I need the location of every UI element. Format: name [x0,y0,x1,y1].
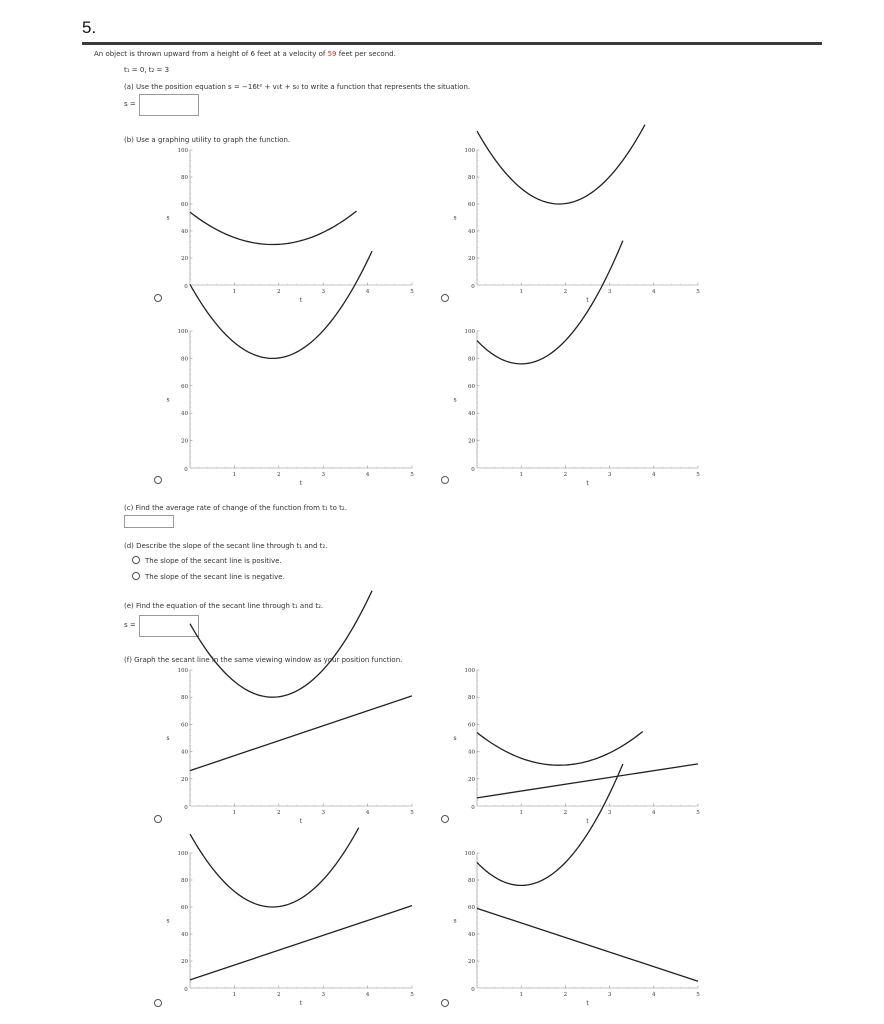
y-tick-label: 100 [464,148,475,154]
part-e-answer-input[interactable] [139,615,199,637]
x-tick-label: 4 [652,472,656,478]
x-tick-label: 3 [607,472,612,478]
y-tick-label: 100 [177,148,188,154]
y-tick-label: 40 [468,749,475,756]
part-f-graph-2 [447,662,708,840]
y-tick-label: 60 [181,905,188,911]
x-tick-label: 1 [519,992,523,998]
part-a-text: (a) Use the position equation s = −16t² + v₀t + s₀ to write a function that represents the situation. [124,83,471,91]
y-tick-label: 80 [468,175,475,181]
y-axis-label: s [166,214,170,222]
x-tick-label: 1 [232,992,237,998]
y-tick-label: 20 [468,438,475,445]
secant-line [190,906,412,980]
y-tick-label: 100 [464,668,475,674]
y-tick-label: 60 [468,905,475,911]
x-tick-label: 4 [652,992,656,998]
problem-prefix: An object is thrown upward from a height of 6 feet at a velocity of [94,50,328,58]
part-d-option-positive-label: The slope of the secant line is positive. [145,557,282,565]
y-tick-label: 20 [181,959,188,965]
problem-suffix: feet per second. [336,50,396,58]
x-tick-label: 0 [184,284,188,290]
x-axis-label: t [586,818,589,825]
x-tick-label: 0 [471,987,475,993]
secant-line [477,908,698,981]
x-tick-label: 4 [652,810,656,816]
x-tick-label: 1 [232,472,237,478]
part-d-option-negative-radio[interactable] [132,572,140,580]
x-tick-label: 0 [184,805,188,811]
y-axis-label: s [453,735,457,742]
part-d-option-negative-label: The slope of the secant line is negative. [145,573,285,581]
x-tick-label: 5 [410,472,414,478]
header-rule [82,42,822,45]
x-tick-label: 3 [321,810,325,816]
secant-line [477,764,698,798]
y-tick-label: 20 [181,776,188,783]
x-tick-label: 3 [607,289,612,295]
x-tick-label: 4 [652,289,656,295]
y-tick-label: 80 [468,356,475,363]
x-tick-label: 1 [232,289,237,295]
x-tick-label: 5 [696,992,700,998]
x-tick-label: 2 [277,472,281,478]
y-tick-label: 40 [181,229,188,235]
y-tick-label: 80 [181,175,188,181]
y-tick-label: 100 [464,329,475,335]
x-tick-label: 1 [519,289,523,295]
y-axis-label: s [166,735,170,742]
x-tick-label: 3 [321,992,325,998]
y-tick-label: 40 [468,932,475,938]
x-tick-label: 5 [410,289,414,295]
y-tick-label: 100 [177,329,188,335]
y-tick-label: 80 [468,878,475,884]
problem-statement [94,50,396,58]
x-tick-label: 2 [277,810,281,816]
position-curve [190,211,357,244]
x-tick-label: 1 [519,810,523,816]
x-axis-label: t [586,480,589,487]
y-tick-label: 80 [181,356,188,363]
part-b-graph-1 [160,142,422,319]
y-tick-label: 20 [181,438,188,445]
y-tick-label: 100 [177,851,188,857]
x-tick-label: 4 [365,472,370,478]
part-c-answer-input[interactable] [124,515,174,528]
part-f-graph-4 [447,845,708,1022]
y-tick-label: 40 [468,229,475,235]
secant-line [190,696,412,771]
position-curve [477,125,645,204]
x-tick-label: 3 [607,992,612,998]
x-tick-label: 2 [563,992,568,998]
y-tick-label: 80 [468,695,475,702]
y-axis-label: s [166,396,170,404]
x-tick-label: 3 [607,810,612,816]
x-tick-label: 2 [563,810,568,816]
y-axis-label: s [453,917,457,925]
time-values: t₁ = 0, t₂ = 3 [124,66,170,74]
y-axis-label: s [166,917,170,925]
y-axis-label: s [453,214,457,222]
position-curve [477,732,643,766]
x-tick-label: 2 [563,289,568,295]
x-tick-label: 1 [232,810,237,816]
x-axis-label: t [299,1000,303,1007]
y-tick-label: 80 [181,695,188,702]
x-tick-label: 5 [696,472,700,478]
x-tick-label: 4 [365,289,370,295]
part-a-answer-input[interactable] [139,94,199,116]
x-tick-label: 3 [321,289,325,295]
y-tick-label: 20 [468,256,475,262]
y-tick-label: 40 [181,749,188,756]
y-tick-label: 60 [468,383,475,390]
velocity-value: 59 [327,50,337,58]
part-a-label: s = [124,100,136,108]
y-tick-label: 60 [181,383,188,390]
y-tick-label: 60 [468,722,475,729]
part-f-graph-1 [160,662,422,840]
x-tick-label: 0 [184,467,188,473]
x-tick-label: 0 [471,284,475,290]
x-tick-label: 2 [277,289,281,295]
x-tick-label: 5 [696,289,700,295]
y-tick-label: 60 [181,202,188,208]
y-tick-label: 60 [181,722,188,729]
x-axis-label: t [586,1000,589,1007]
x-tick-label: 0 [184,987,188,993]
x-axis-label: t [299,818,303,825]
x-tick-label: 4 [365,992,370,998]
x-tick-label: 1 [519,472,523,478]
y-tick-label: 40 [181,932,188,938]
y-tick-label: 20 [468,959,475,965]
part-f-text: (f) Graph the secant line in the same viewing window as your position function. [124,656,403,664]
x-tick-label: 5 [696,810,700,816]
x-tick-label: 2 [277,992,281,998]
part-b-text: (b) Use a graphing utility to graph the function. [124,136,291,144]
y-tick-label: 40 [181,411,188,418]
x-tick-label: 5 [410,810,414,816]
part-d-text: (d) Describe the slope of the secant line through t₁ and t₂. [124,542,328,550]
y-tick-label: 100 [177,668,188,674]
y-tick-label: 60 [468,202,475,208]
x-axis-label: t [586,297,589,304]
y-tick-label: 20 [468,776,475,783]
part-d-option-positive-radio[interactable] [132,556,140,564]
x-axis-label: t [299,297,303,304]
y-tick-label: 40 [468,411,475,418]
question-number: 5. [82,18,97,37]
y-tick-label: 20 [181,256,188,262]
y-tick-label: 100 [464,851,475,857]
x-tick-label: 5 [410,992,414,998]
x-tick-label: 0 [471,467,475,473]
part-b-graph-2 [447,142,708,319]
part-f-graph-3 [160,845,422,1022]
part-c-text: (c) Find the average rate of change of the function from t₁ to t₂. [124,504,347,512]
y-tick-label: 80 [181,878,188,884]
x-tick-label: 0 [471,805,475,811]
x-tick-label: 4 [365,810,370,816]
part-b-graph-4 [447,323,708,502]
part-b-graph-3 [160,323,422,502]
y-axis-label: s [453,396,457,404]
x-tick-label: 3 [321,472,325,478]
x-tick-label: 2 [563,472,568,478]
x-axis-label: t [299,480,303,487]
part-e-text: (e) Find the equation of the secant line through t₁ and t₂. [124,602,324,610]
part-e-label: s = [124,621,136,629]
